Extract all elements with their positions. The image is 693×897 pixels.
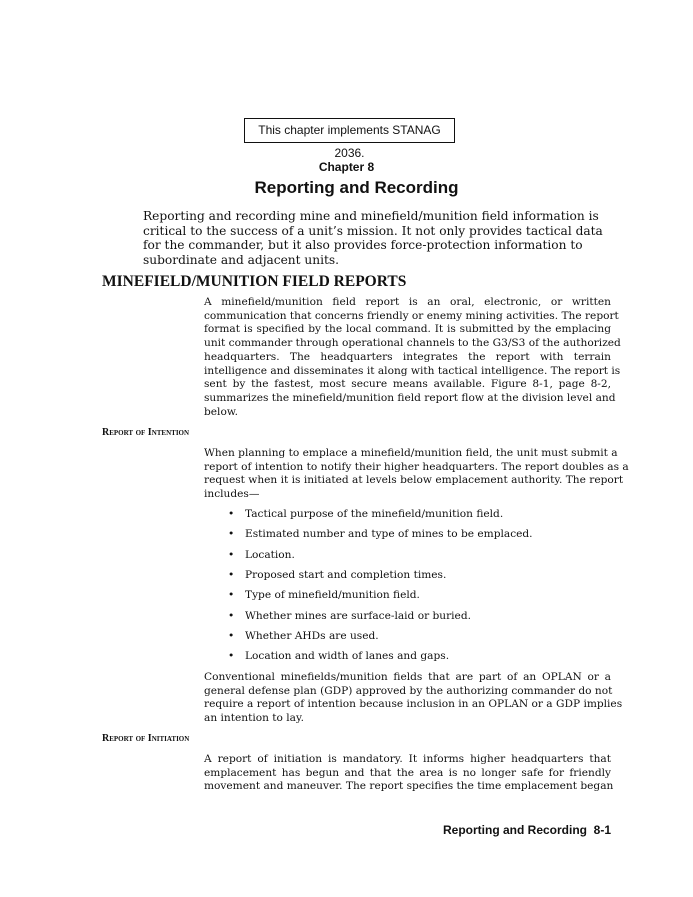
text-line: request when it is initiated at levels below emplacement authority. The report [204,474,624,487]
intention-paragraph [204,447,629,502]
bullet-text: Proposed start and completion times. [245,568,447,581]
bullet-icon: • [228,528,235,541]
page-footer [443,823,611,837]
bullet-text: Estimated number and type of mines to be emplaced. [245,528,533,541]
chapter-title: Reporting and Recording [254,178,459,197]
text-line: Reporting and recording mine and minefield/munition field information is [143,209,599,223]
text-line: sent by the fastest, most secure means available. Figure 8-1, page 8-2, [204,378,611,391]
text-line: unit commander through operational channels to the G3/S3 of the authorized [204,337,621,350]
text-line: When planning to emplace a minefield/munition field, the unit must submit a [204,447,618,459]
text-line: includes— [204,488,260,501]
bullet-text: Location and width of lanes and gaps. [245,650,450,663]
bullet-text: Whether mines are surface-laid or buried. [245,609,471,622]
text-line: intelligence and disseminates it along with tactical intelligence. The report is [204,364,621,377]
stanag-notice-box: This chapter implements STANAG 2036. [244,118,455,143]
text-line: Conventional minefields/munition fields that are part of an OPLAN or a [204,671,611,683]
bullet-icon: • [228,568,235,581]
bullet-icon: • [228,609,235,622]
bullet-icon: • [228,589,235,602]
text-line: general defense plan (GDP) approved by the authorizing commander do not [204,684,613,697]
section-heading: MINEFIELD/MUNITION FIELD REPORTS [102,273,407,290]
text-line: subordinate and adjacent units. [143,252,340,267]
text-line: for the commander, but it also provides force-protection information to [143,238,583,253]
bullet-text: Tactical purpose of the minefield/munition field. [245,508,504,520]
text-line: movement and maneuver. The report specifies the time emplacement began [204,780,614,793]
text-line: critical to the success of a unit’s mission. It not only provides tactical data [143,223,603,238]
text-line: below. [204,405,238,418]
text-line: A minefield/munition field report is an oral, electronic, or written [204,296,611,308]
bullet-icon: • [228,548,235,561]
text-line: headquarters. The headquarters integrates the report with terrain [204,350,611,363]
bullet-icon: • [228,650,235,663]
subheading-report-of-intention: Report of Intention [102,427,190,438]
text-line: emplacement has begun and that the area is no longer safe for friendly [204,766,611,779]
text-line: communication that concerns friendly or enemy mining activities. The report [204,309,619,322]
text-line: an intention to lay. [204,712,304,725]
footer-title: Reporting and Recording [442,823,587,837]
text-line: require a report of intention because inclusion in an OPLAN or a GDP implies [204,698,623,711]
initiation-paragraph [204,753,614,794]
bullet-text: Whether AHDs are used. [245,629,379,642]
bullet-icon: • [228,629,235,642]
subheading-report-of-initiation: Report of Initiation [102,733,190,744]
bullet-text: Location. [245,548,295,561]
conventional-paragraph [204,671,623,726]
bullet-icon: • [228,508,235,520]
text-line: A report of initiation is mandatory. It informs higher headquarters that [204,753,611,765]
section-paragraph [204,296,621,419]
footer-page-number: 8-1 [593,823,611,837]
text-line: summarizes the minefield/munition field report flow at the division level and [204,391,616,404]
text-line: format is specified by the local command. It is submitted by the emplacing [204,323,611,336]
intro-paragraph [143,209,603,267]
chapter-label: Chapter 8 [318,160,375,174]
text-line: report of intention to notify their higher headquarters. The report doubles as a [204,460,629,473]
bullet-text: Type of minefield/munition field. [245,589,420,602]
